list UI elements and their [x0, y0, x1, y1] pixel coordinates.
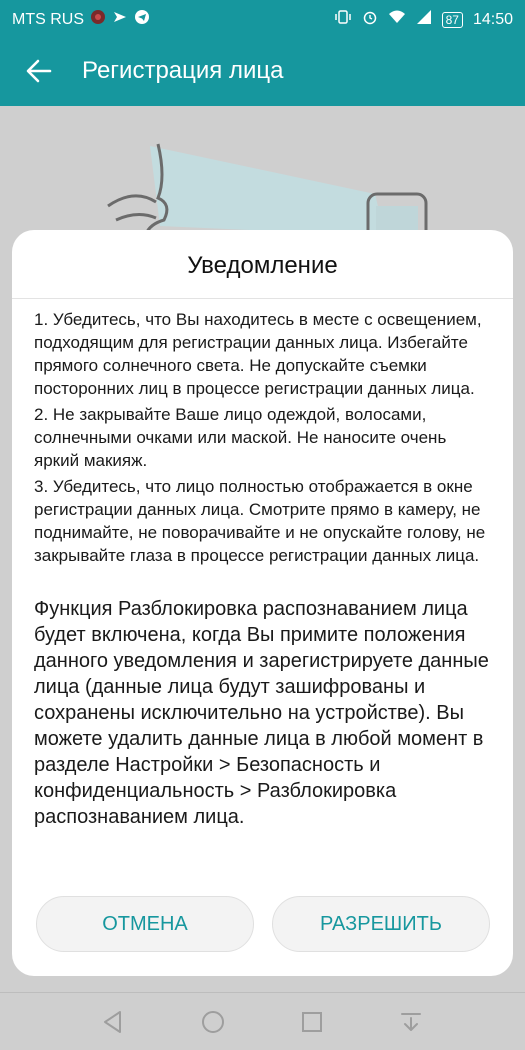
alarm-icon: [362, 9, 378, 30]
wifi-icon: [388, 9, 406, 30]
notice-item: 3. Убедитесь, что лицо полностью отображается в окне регистрации данных лица. Смотрите прямо в камеру, не поднимайте, не поворачивайте и не опускайте голову, не закрывайте глаза в процессе регистрации данных лица.: [34, 477, 486, 565]
telegram-icon: [134, 9, 150, 30]
nav-notifications-icon[interactable]: [396, 1007, 426, 1037]
back-arrow-icon[interactable]: [22, 54, 56, 88]
dialog-title: Уведомление: [187, 252, 338, 279]
title-divider: [12, 298, 513, 299]
cancel-button[interactable]: ОТМЕНА: [36, 896, 254, 952]
page-title: Регистрация лица: [82, 57, 284, 84]
signal-arrow-icon: [112, 9, 128, 30]
notification-app-icon: [90, 9, 106, 30]
status-right: [334, 9, 513, 30]
nav-home-icon[interactable]: [198, 1007, 228, 1037]
notice-item: 2. Не закрывайте Ваше лицо одеждой, волосами, солнечными очками или маской. Не наносите очень яркий макияж.: [34, 405, 447, 470]
scroll-fade: [34, 860, 496, 880]
nav-recents-icon[interactable]: [297, 1007, 327, 1037]
clock: 14:50: [472, 10, 513, 28]
nav-back-icon[interactable]: [98, 1007, 128, 1037]
notice-dialog: [12, 230, 513, 976]
allow-button[interactable]: РАЗРЕШИТЬ: [272, 896, 490, 952]
battery-indicator: 87: [442, 12, 463, 28]
cell-signal-icon: [416, 9, 432, 30]
app-bar: [0, 36, 525, 106]
status-bar: [0, 0, 525, 36]
carrier-label: MTS RUS: [12, 10, 84, 28]
vibrate-icon: [334, 9, 352, 30]
status-left: [12, 9, 150, 30]
navigation-bar: [0, 992, 525, 1050]
face-unlock-info: Функция Разблокировка распознаванием лица будет включена, когда Вы примите положения данного уведомления и зарегистрируете данные лица (данные лица будут зашифрованы и сохранены исключительно на устройстве). Вы можете удалить данные лица в любой момент в разделе Настройки > Безопасность и конфиденциальность > Разблокировка распознаванием лица.: [34, 598, 489, 828]
notice-item: 1. Убедитесь, что Вы находитесь в месте с освещением, подходящим для регистрации данных лица. Избегайте прямого солнечного света. Не допускайте съемки посторонних лиц в процессе регистрации данных лица.: [34, 310, 482, 398]
notice-scroll-area[interactable]: [34, 308, 496, 880]
